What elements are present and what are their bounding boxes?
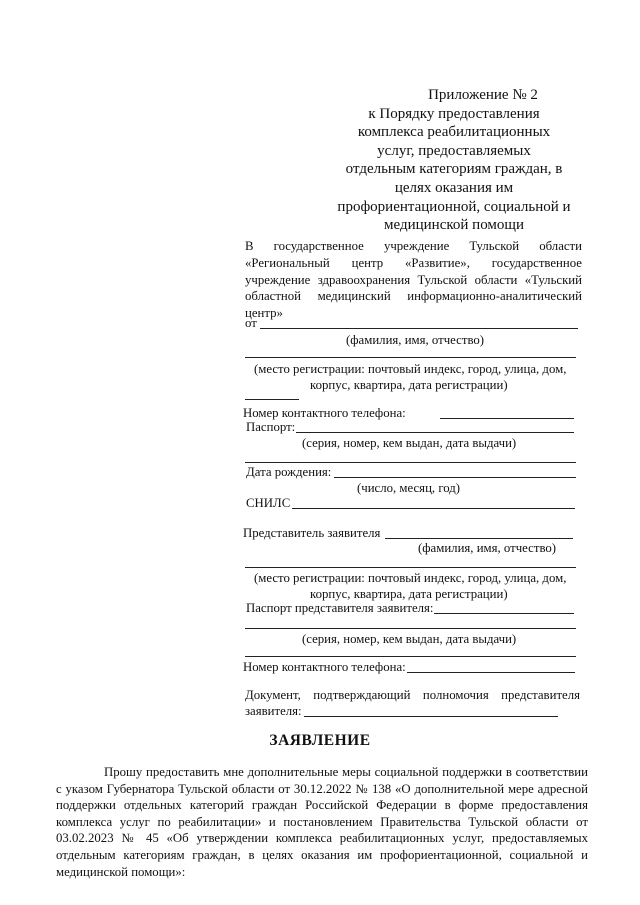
authority-document-label: заявителя: bbox=[245, 704, 302, 718]
reg-hint-2: корпус, квартира, дата регистрации) bbox=[310, 378, 508, 392]
authority-document-text: Документ, подтверждающий полномочия представителя bbox=[245, 688, 580, 702]
birth-label: Дата рождения: bbox=[246, 465, 332, 479]
passport-label: Паспорт: bbox=[246, 420, 296, 434]
statement-title: ЗАЯВЛЕНИЕ bbox=[269, 732, 371, 749]
appendix-line: к Порядку предоставления bbox=[368, 105, 540, 122]
birth-date-field[interactable] bbox=[334, 477, 576, 478]
applicant-address-field[interactable] bbox=[245, 357, 576, 358]
passport-field[interactable] bbox=[296, 432, 574, 433]
representative-fio-hint: (фамилия, имя, отчество) bbox=[418, 541, 557, 555]
reg-hint-1: (место регистрации: почтовый индекс, город, улица, дом, bbox=[254, 362, 567, 376]
rep-reg-hint-2: корпус, квартира, дата регистрации) bbox=[310, 587, 508, 601]
snils-field[interactable] bbox=[292, 508, 575, 509]
rep-passport-field-line2[interactable] bbox=[245, 628, 576, 629]
statement-paragraph: Прошу предоставить мне дополнительные меры социальной поддержки в соответствии с указом Губернатора Тульской области от 30.12.2022 № 138 «О дополнительной мере адресной поддержки отдельных категорий граждан Российской Федерации в форме предоставления комплекса услуг по реабилитации» и постановлением Правительства Тульской области от 03.02.2023 № 45 «Об утверждении комплекса реабилитационных услуг, предоставляемых отдельным категориям граждан, в целях оказания им профориентационной, социальной и медицинской помощи»: bbox=[56, 765, 588, 879]
birth-hint: (число, месяц, год) bbox=[357, 481, 461, 495]
representative-fio-field[interactable] bbox=[385, 538, 573, 539]
appendix-line: целях оказания им bbox=[394, 179, 514, 196]
passport-hint: (серия, номер, кем выдан, дата выдачи) bbox=[302, 436, 517, 450]
representative-label: Представитель заявителя bbox=[243, 526, 381, 540]
passport-field-line2[interactable] bbox=[245, 462, 576, 463]
appendix-line: отдельным категориям граждан, в bbox=[345, 161, 563, 178]
appendix-heading bbox=[320, 86, 588, 235]
rep-passport-field-line3[interactable] bbox=[245, 656, 576, 657]
rep-reg-hint-1: (место регистрации: почтовый индекс, город, улица, дом, bbox=[254, 571, 567, 585]
from-label: от bbox=[245, 316, 257, 330]
representative-address-field[interactable] bbox=[245, 567, 576, 568]
rep-passport-label: Паспорт представителя заявителя: bbox=[246, 601, 434, 615]
appendix-line: медицинской помощи bbox=[384, 217, 524, 234]
appendix-line: профориентационной, социальной и bbox=[337, 198, 571, 215]
addressee-text: В государственное учреждение Тульской области «Региональный центр «Развитие», государственное учреждение здравоохранения Тульской области «Тульский областной медицинский информационно-аналитический центр» bbox=[245, 239, 582, 321]
authority-document-field[interactable] bbox=[304, 716, 558, 717]
rep-passport-field[interactable] bbox=[434, 613, 574, 614]
statement-body bbox=[56, 764, 588, 880]
appendix-line: услуг, предоставляемых bbox=[377, 142, 531, 159]
snils-label: СНИЛС bbox=[246, 496, 291, 510]
rep-phone-field[interactable] bbox=[407, 672, 575, 673]
appendix-line: комплекса реабилитационных bbox=[357, 124, 551, 141]
appendix-line: Приложение № 2 bbox=[428, 87, 538, 103]
address-line-stub bbox=[245, 399, 299, 400]
phone-field[interactable] bbox=[440, 418, 574, 419]
rep-passport-hint: (серия, номер, кем выдан, дата выдачи) bbox=[302, 632, 517, 646]
applicant-fio-field[interactable] bbox=[260, 328, 578, 329]
fio-hint: (фамилия, имя, отчество) bbox=[346, 333, 485, 347]
rep-phone-label: Номер контактного телефона: bbox=[243, 660, 406, 674]
phone-label: Номер контактного телефона: bbox=[243, 406, 406, 420]
